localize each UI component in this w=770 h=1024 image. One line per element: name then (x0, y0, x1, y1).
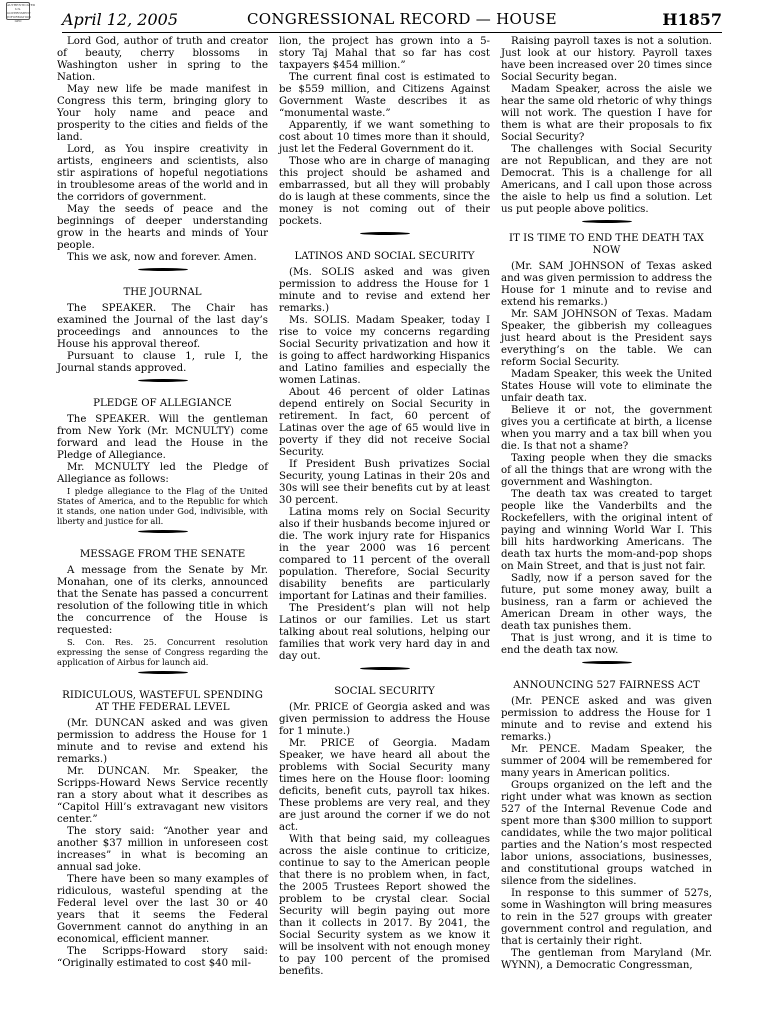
column-2 (279, 36, 490, 978)
body-paragraph: (Mr. SAM JOHNSON of Texas asked and was given permission to address the House for 1 minute and to revise and extend his remarks.) (501, 261, 712, 308)
pledge-text: I pledge allegiance to the Flag of the United States of America, and to the Republic for which it stands, one nation under God, indivisible, with liberty and justice for all. (57, 486, 268, 526)
body-paragraph: The SPEAKER. Will the gentleman from New York (Mr. MCNULTY) come forward and lead the House in the Pledge of Allegiance. (57, 414, 268, 461)
body-paragraph: Taxing people when they die smacks of all the things that are wrong with the government and Washington. (501, 453, 712, 488)
body-paragraph: The Scripps-Howard story said: “Originally estimated to cost $40 mil- (57, 946, 268, 969)
column-1 (57, 36, 268, 970)
column-3 (501, 36, 712, 972)
section-separator (57, 667, 268, 678)
section-separator (57, 375, 268, 386)
body-paragraph: In response to this summer of 527s, some in Washington will bring measures to rein in the 527 groups with greater government control and regulation, and that is certainly their right. (501, 888, 712, 947)
header-page-number: H1857 (662, 10, 722, 29)
header-title: CONGRESSIONAL RECORD — HOUSE (247, 10, 557, 28)
body-paragraph: Mr. SAM JOHNSON of Texas. Madam Speaker, the gibberish my colleagues just heard about is the President says everything’s on the table. We can reform Social Security. (501, 309, 712, 368)
body-paragraph: Ms. SOLIS. Madam Speaker, today I rise to voice my concerns regarding Social Security privatization and how it is going to affect hardworking Hispanics and Latino families and especially the women Latinas. (279, 315, 490, 386)
header-date: April 12, 2005 (62, 10, 179, 29)
body-paragraph: Madam Speaker, this week the United States House will vote to eliminate the unfair death tax. (501, 369, 712, 404)
body-paragraph: That is just wrong, and it is time to end the death tax now. (501, 633, 712, 656)
section-separator (501, 657, 712, 668)
body-paragraph: The story said: “Another year and another $37 million in unforeseen cost increases” in what is becoming an annual sad joke. (57, 826, 268, 873)
body-paragraph: (Mr. PRICE of Georgia asked and was given permission to address the House for 1 minute.) (279, 702, 490, 737)
prayer-paragraph: May new life be made manifest in Congress this term, bringing glory to Your holy name and peace and prosperity to the cities and fields of the land. (57, 84, 268, 143)
section-separator (57, 264, 268, 275)
body-paragraph: The gentleman from Maryland (Mr. WYNN), a Democratic Congressman, (501, 948, 712, 971)
body-paragraph: Apparently, if we want something to cost about 10 times more than it should, just let the Federal Government do it. (279, 120, 490, 155)
logo-text: AUTHENTICATED U.S. GOVERNMENT INFORMATION GPO (7, 3, 36, 23)
body-paragraph: Mr. PRICE of Georgia. Madam Speaker, we have heard all about the problems with Social Security many times here on the House floor: looming deficits, benefit cuts, payroll tax hikes. These problems are very real, and they are just around the corner if we do not act. (279, 738, 490, 833)
body-paragraph: The current final cost is estimated to be $559 million, and Citizens Against Government Waste describes it as “monumental waste.” (279, 72, 490, 119)
body-paragraph: Raising payroll taxes is not a solution. Just look at our history. Payroll taxes have been increased over 20 times since Social Security began. (501, 36, 712, 83)
prayer-paragraph: This we ask, now and forever. Amen. (67, 252, 257, 263)
body-paragraph: Believe it or not, the government gives you a certificate at birth, a license when you marry and a tax bill when you die. Is that not a shame? (501, 405, 712, 452)
section-separator (279, 228, 490, 239)
section-separator (57, 526, 268, 537)
body-paragraph: Pursuant to clause 1, rule I, the Journal stands approved. (57, 351, 268, 374)
body-paragraph: With that being said, my colleagues across the aisle continue to criticize, continue to say to the American people that there is no problem when, in fact, the 2005 Trustees Report showed the problem to be crystal clear. Social Security will begin paying out more than it collects in 2017. By 2041, the Social Security system as we know it will be insolvent with not enough money to pay 100 percent of the promised benefits. (279, 834, 490, 977)
page-header (62, 10, 722, 32)
section-separator (279, 663, 490, 674)
body-paragraph: lion, the project has grown into a 5-story Taj Mahal that so far has cost taxpayers $454 million.” (279, 36, 490, 71)
body-paragraph: Groups organized on the left and the right under what was known as section 527 of the Internal Revenue Code and spent more than $300 million to support candidates, while the two major political parties and the Nation’s most respected labor unions, associations, businesses, and constitutional groups watched in silence from the sidelines. (501, 780, 712, 887)
body-paragraph: A message from the Senate by Mr. Monahan, one of its clerks, announced that the Senate has passed a concurrent resolution of the following title in which the concurrence of the House is requested: (57, 565, 268, 636)
section-heading: LATINOS AND SOCIAL SECURITY (294, 251, 475, 262)
body-paragraph: Those who are in charge of managing this project should be ashamed and embarrassed, but all they will probably do is laugh at these comments, since the money is not coming out of their pockets. (279, 156, 490, 227)
body-paragraph: Madam Speaker, across the aisle we hear the same old rhetoric of why things will not work. The question I have for them is what are their proposals to fix Social Security? (501, 84, 712, 143)
section-heading: SOCIAL SECURITY (334, 686, 435, 697)
body-paragraph: Mr. DUNCAN. Mr. Speaker, the Scripps-Howard News Service recently ran a story about what it describes as “Capitol Hill’s extravagant new visitors center.” (57, 766, 268, 825)
body-paragraph: If President Bush privatizes Social Security, young Latinas in their 20s and 30s will see their benefits cut by at least 30 percent. (279, 459, 490, 506)
section-heading: THE JOURNAL (123, 287, 202, 298)
body-paragraph: The death tax was created to target people like the Vanderbilts and the Rockefellers, with the original intent of paying and winning World War I. This bill hits hardworking Americans. The death tax hurts the mom-and-pop shops on Main Street, and that is just not fair. (501, 489, 712, 572)
body-paragraph: There have been so many examples of ridiculous, wasteful spending at the Federal level over the last 30 or 40 years that it seems the Federal Government cannot do anything in an economical, efficient manner. (57, 874, 268, 945)
body-paragraph: (Mr. DUNCAN asked and was given permission to address the House for 1 minute and to revise and extend his remarks.) (57, 718, 268, 765)
body-paragraph: About 46 percent of older Latinas depend entirely on Social Security in retirement. In fact, 60 percent of Latinas over the age of 65 would live in poverty if they did not receive Social Security. (279, 387, 490, 458)
resolution-text: S. Con. Res. 25. Concurrent resolution expressing the sense of Congress regarding the application of Airbus for launch aid. (57, 637, 268, 667)
gpo-authentication-logo (6, 2, 36, 23)
prayer-paragraph: Lord, as You inspire creativity in artists, engineers and scientists, also stir aspirations of hopeful negotiations in troublesome areas of the world and in the corridors of government. (57, 144, 268, 203)
body-paragraph: Latina moms rely on Social Security also if their husbands become injured or die. The work injury rate for Hispanics in the year 2000 was 16 percent compared to 11 percent of the overall population. Therefore, Social Security disability benefits are particularly important for Latinas and their families. (279, 507, 490, 602)
section-heading: RIDICULOUS, WASTEFUL SPENDING AT THE FEDERAL LEVEL (62, 690, 263, 713)
body-paragraph: (Ms. SOLIS asked and was given permission to address the House for 1 minute and to revise and extend her remarks.) (279, 267, 490, 314)
body-paragraph: (Mr. PENCE asked and was given permission to address the House for 1 minute and to revise and extend his remarks.) (501, 696, 712, 743)
body-paragraph: Sadly, now if a person saved for the future, put some money away, built a business, ran a farm or achieved the American Dream in other ways, the death tax punishes them. (501, 573, 712, 632)
section-heading: PLEDGE OF ALLEGIANCE (93, 398, 232, 409)
body-paragraph: The challenges with Social Security are not Republican, and they are not Democrat. This is a challenge for all Americans, and I call upon those across the aisle to help us find a solution. Let us put people above politics. (501, 144, 712, 215)
body-paragraph: The President’s plan will not help Latinos or our families. Let us start talking about real solutions, helping our families that work very hard day in and day out. (279, 603, 490, 662)
section-heading: IT IS TIME TO END THE DEATH TAX NOW (509, 233, 704, 256)
body-paragraph: Mr. PENCE. Madam Speaker, the summer of 2004 will be remembered for many years in American politics. (501, 744, 712, 779)
header-rule (62, 32, 722, 33)
section-heading: MESSAGE FROM THE SENATE (79, 549, 246, 560)
body-paragraph: Mr. MCNULTY led the Pledge of Allegiance as follows: (57, 462, 268, 485)
section-separator (501, 216, 712, 227)
body-paragraph: The SPEAKER. The Chair has examined the Journal of the last day’s proceedings and announces to the House his approval thereof. (57, 303, 268, 350)
prayer-paragraph: May the seeds of peace and the beginnings of deeper understanding grow in the hearts and minds of Your people. (57, 204, 268, 251)
section-heading: ANNOUNCING 527 FAIRNESS ACT (513, 680, 700, 691)
prayer-paragraph: Lord God, author of truth and creator of beauty, cherry blossoms in Washington usher in spring to the Nation. (57, 36, 268, 83)
